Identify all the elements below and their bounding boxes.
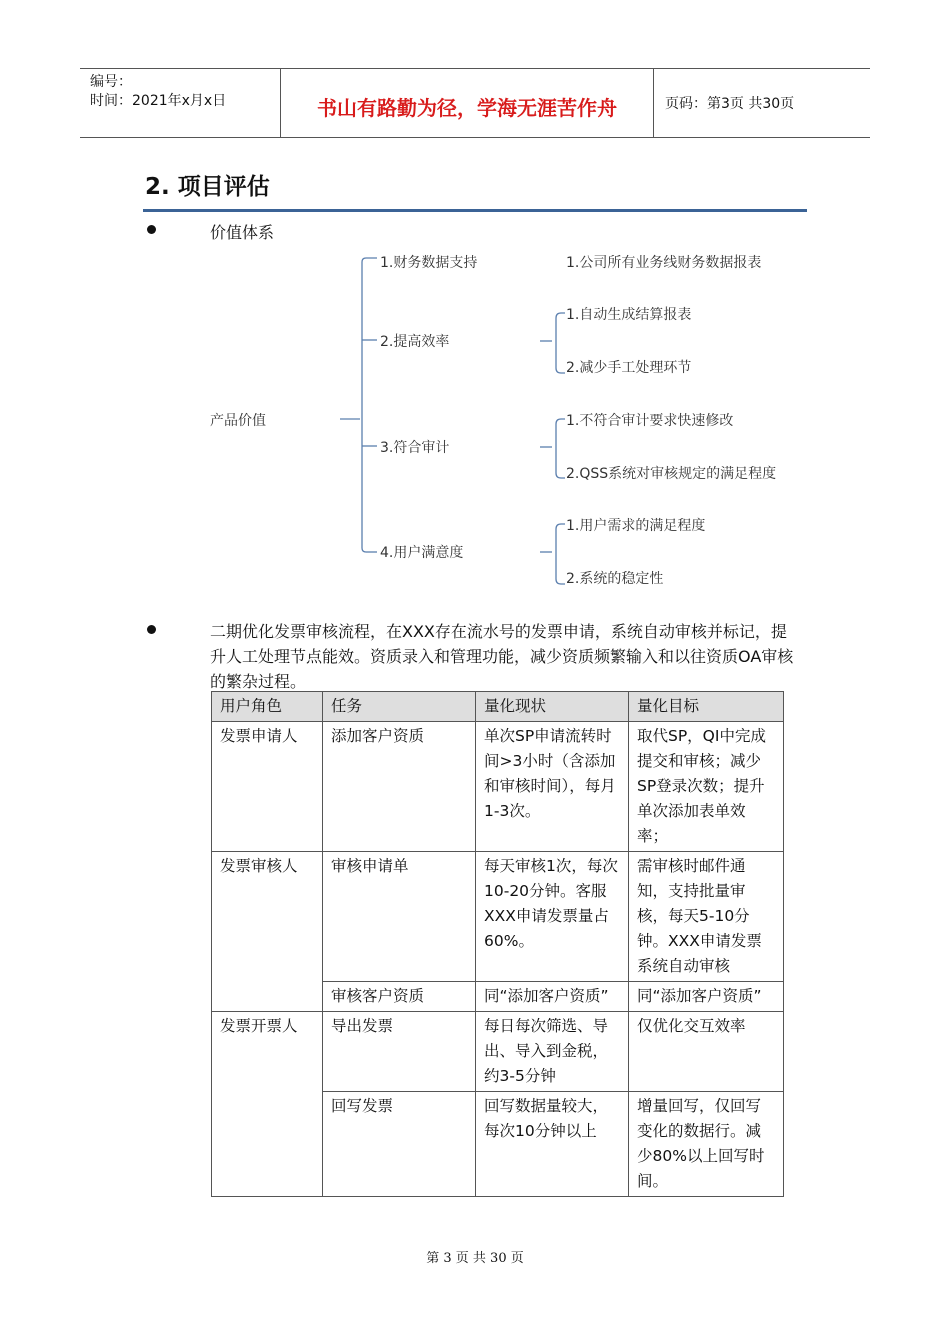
mindmap-branch-1: 1.财务数据支持 (380, 255, 478, 271)
bullet-phase2-description: 二期优化发票审核流程，在XXX存在流水号的发票申请，系统自动审核并标记，提升人工处理节点能效。资质录入和管理功能，减少资质频繁输入和以往资质OA审核的繁杂过程。 (210, 622, 794, 691)
role-cell: 发票审核人 (212, 852, 323, 1012)
section-title: 2. 项目评估 (145, 174, 270, 200)
header-page-info: 页码：第3页 共30页 (665, 96, 795, 112)
current-cell: 每日每次筛选、导出、导入到金税，约3-5分钟 (476, 1012, 629, 1092)
mindmap-branch-4: 4.用户满意度 (380, 545, 464, 561)
page-footer: 第 3 页 共 30 页 (426, 1251, 524, 1266)
task-cell: 回写发票 (323, 1092, 476, 1197)
mindmap-leaf: 2.QSS系统对审核规定的满足程度 (566, 466, 777, 482)
header-motto: 书山有路勤为径，学海无涯苦作舟 (281, 69, 654, 137)
role-cell: 发票开票人 (212, 1012, 323, 1197)
header-time-label: 时间：2021年x月x日 (90, 93, 227, 109)
current-cell: 每天审核1次，每次10-20分钟。客服XXX申请发票量占60%。 (476, 852, 629, 982)
target-cell: 仅优化交互效率 (629, 1012, 784, 1092)
task-cell: 导出发票 (323, 1012, 476, 1092)
mindmap-branch-2: 2.提高效率 (380, 334, 450, 350)
table-row (212, 1012, 784, 1092)
mindmap-leaf: 1.用户需求的满足程度 (566, 518, 706, 534)
target-cell: 需审核时邮件通知，支持批量审核，每天5-10分钟。XXX申请发票系统自动审核 (629, 852, 784, 982)
target-cell: 同“添加客户资质” (629, 982, 784, 1012)
table-header-row (212, 692, 784, 722)
table-header-cell: 量化现状 (476, 692, 629, 722)
bullet-dot-icon (147, 625, 156, 634)
header-code-label: 编号： (90, 74, 132, 90)
mindmap-root: 产品价值 (210, 413, 266, 429)
task-cell: 审核客户资质 (323, 982, 476, 1012)
table-header-cell: 任务 (323, 692, 476, 722)
table-header-cell: 用户角色 (212, 692, 323, 722)
role-cell: 发票申请人 (212, 722, 323, 852)
task-cell: 添加客户资质 (323, 722, 476, 852)
mindmap-leaf: 2.系统的稳定性 (566, 571, 664, 587)
table-header-cell: 量化目标 (629, 692, 784, 722)
task-cell: 审核申请单 (323, 852, 476, 982)
target-cell: 取代SP，QI中完成提交和审核；减少SP登录次数；提升单次添加表单效率； (629, 722, 784, 852)
mindmap-branch-3: 3.符合审计 (380, 440, 450, 456)
mindmap-leaf: 1.不符合审计要求快速修改 (566, 413, 734, 429)
table-row (212, 722, 784, 852)
mindmap-leaf: 1.公司所有业务线财务数据报表 (566, 255, 762, 271)
bullet-value-system: 价值体系 (210, 223, 275, 242)
target-cell: 增量回写，仅回写变化的数据行。减少80%以上回写时间。 (629, 1092, 784, 1197)
quantification-table (211, 691, 784, 1197)
current-cell: 同“添加客户资质” (476, 982, 629, 1012)
mindmap-leaf: 1.自动生成结算报表 (566, 307, 692, 323)
current-cell: 单次SP申请流转时间>3小时（含添加和审核时间），每月1-3次。 (476, 722, 629, 852)
current-cell: 回写数据量较大，每次10分钟以上 (476, 1092, 629, 1197)
mindmap-leaf: 2.减少手工处理环节 (566, 360, 692, 376)
table-row (212, 852, 784, 982)
